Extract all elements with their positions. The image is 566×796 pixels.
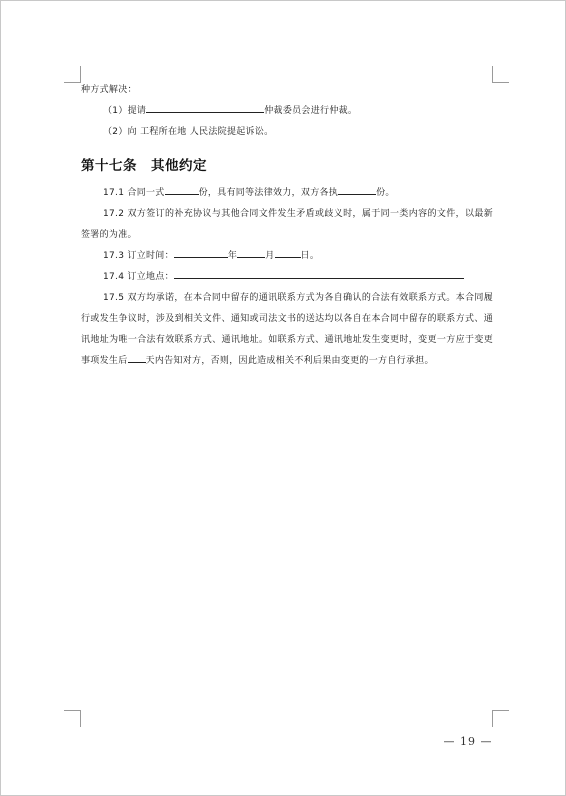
article-heading — [81, 155, 493, 177]
clause-17-2 — [81, 204, 493, 246]
continued-text: 种方式解决： — [81, 85, 137, 95]
crop-mark-bottom-right — [492, 710, 509, 727]
item-arbitration-label: （1）提请 — [103, 106, 147, 116]
clause-17-3-text: 17.3 订立时间： — [103, 251, 174, 261]
copies-each-blank[interactable] — [338, 183, 376, 195]
clause-17-5 — [81, 288, 493, 372]
copies-count-blank[interactable] — [165, 183, 199, 195]
crop-mark-top-left — [64, 66, 81, 83]
item-litigation — [81, 122, 493, 143]
clause-17-1-text-b: 份，具有同等法律效力，双方各执 — [198, 188, 339, 198]
continued-line — [81, 80, 493, 101]
crop-mark-bottom-left — [64, 710, 81, 727]
arbitration-commission-blank[interactable] — [146, 101, 264, 113]
clause-17-1 — [81, 183, 493, 204]
clause-17-3 — [81, 246, 493, 267]
sign-month-blank[interactable] — [237, 246, 265, 258]
article-number: 第十七条 — [81, 158, 137, 174]
page-number: — 19 — — [443, 735, 493, 748]
document-body — [81, 80, 493, 372]
item-litigation-text: （2）向 工程所在地 人民法院提起诉讼。 — [103, 127, 274, 137]
clause-17-2-text: 17.2 双方签订的补充协议与其他合同文件发生矛盾或歧义时，属于同一类内容的文件，以最新签署的为准。 — [81, 209, 493, 240]
item-arbitration-text: 仲裁委员会进行仲裁。 — [264, 106, 358, 116]
clause-17-1-text-a: 17.1 合同一式 — [103, 188, 165, 198]
year-label: 年 — [227, 251, 238, 261]
article-title: 其他约定 — [151, 158, 207, 174]
item-arbitration — [81, 101, 493, 122]
clause-17-4-text: 17.4 订立地点： — [103, 272, 174, 282]
clause-17-5-text-b: 天内告知对方，否则，因此造成相关不利后果由变更的一方自行承担。 — [145, 356, 434, 366]
sign-day-blank[interactable] — [275, 246, 301, 258]
crop-mark-top-right — [492, 66, 509, 83]
notice-days-blank[interactable] — [128, 351, 146, 363]
sign-year-blank[interactable] — [174, 246, 228, 258]
month-label: 月 — [265, 251, 275, 261]
day-label: 日。 — [300, 251, 320, 261]
clause-17-4 — [81, 267, 493, 288]
clause-17-1-text-c: 份。 — [376, 188, 395, 198]
sign-place-blank[interactable] — [174, 267, 464, 279]
clause-17-5-text-a: 17.5 双方均承诺，在本合同中留存的通讯联系方式为各自确认的合法有效联系方式。本合同履行或发生争议时，涉及到相关文件、通知或司法文书的送达均以各自在本合同中留存的联系方式、通讯地址为唯一合法有效联系方式、通讯地址。如联系方式、通讯地址发生变更时，变更一方应于变更事项发生后 — [81, 293, 493, 366]
